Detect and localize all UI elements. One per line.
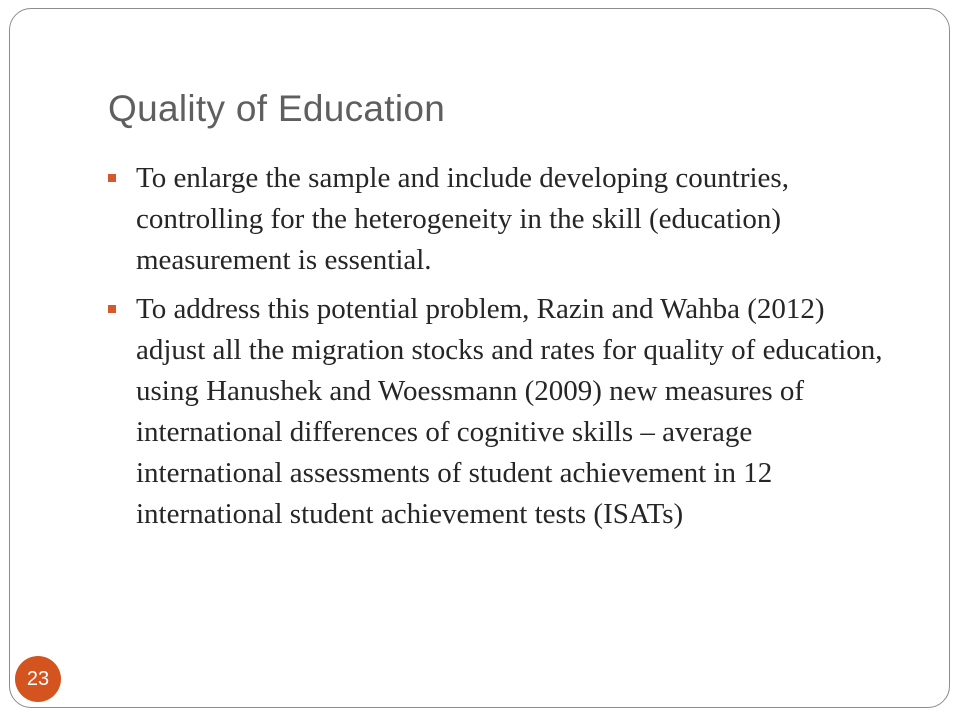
- list-item: [106, 289, 896, 535]
- bullet-text: To enlarge the sample and include developing countries, controlling for the heterogeneity in the skill (education) measurement is essential.: [136, 162, 789, 276]
- bullet-text: To address this potential problem, Razin and Wahba (2012) adjust all the migration stocks and rates for quality of education, using Hanushek and Woessmann (2009) new measures of international differences of cognitive skills – average international assessments of student achievement in 12 international student achievement tests (ISATs): [136, 293, 883, 530]
- bullet-list: [106, 158, 896, 543]
- slide-title: Quality of Education: [108, 88, 446, 129]
- square-bullet-icon: [108, 174, 116, 182]
- square-bullet-icon: [108, 305, 116, 313]
- page-number-badge: 23: [15, 656, 61, 702]
- list-item: [106, 158, 896, 281]
